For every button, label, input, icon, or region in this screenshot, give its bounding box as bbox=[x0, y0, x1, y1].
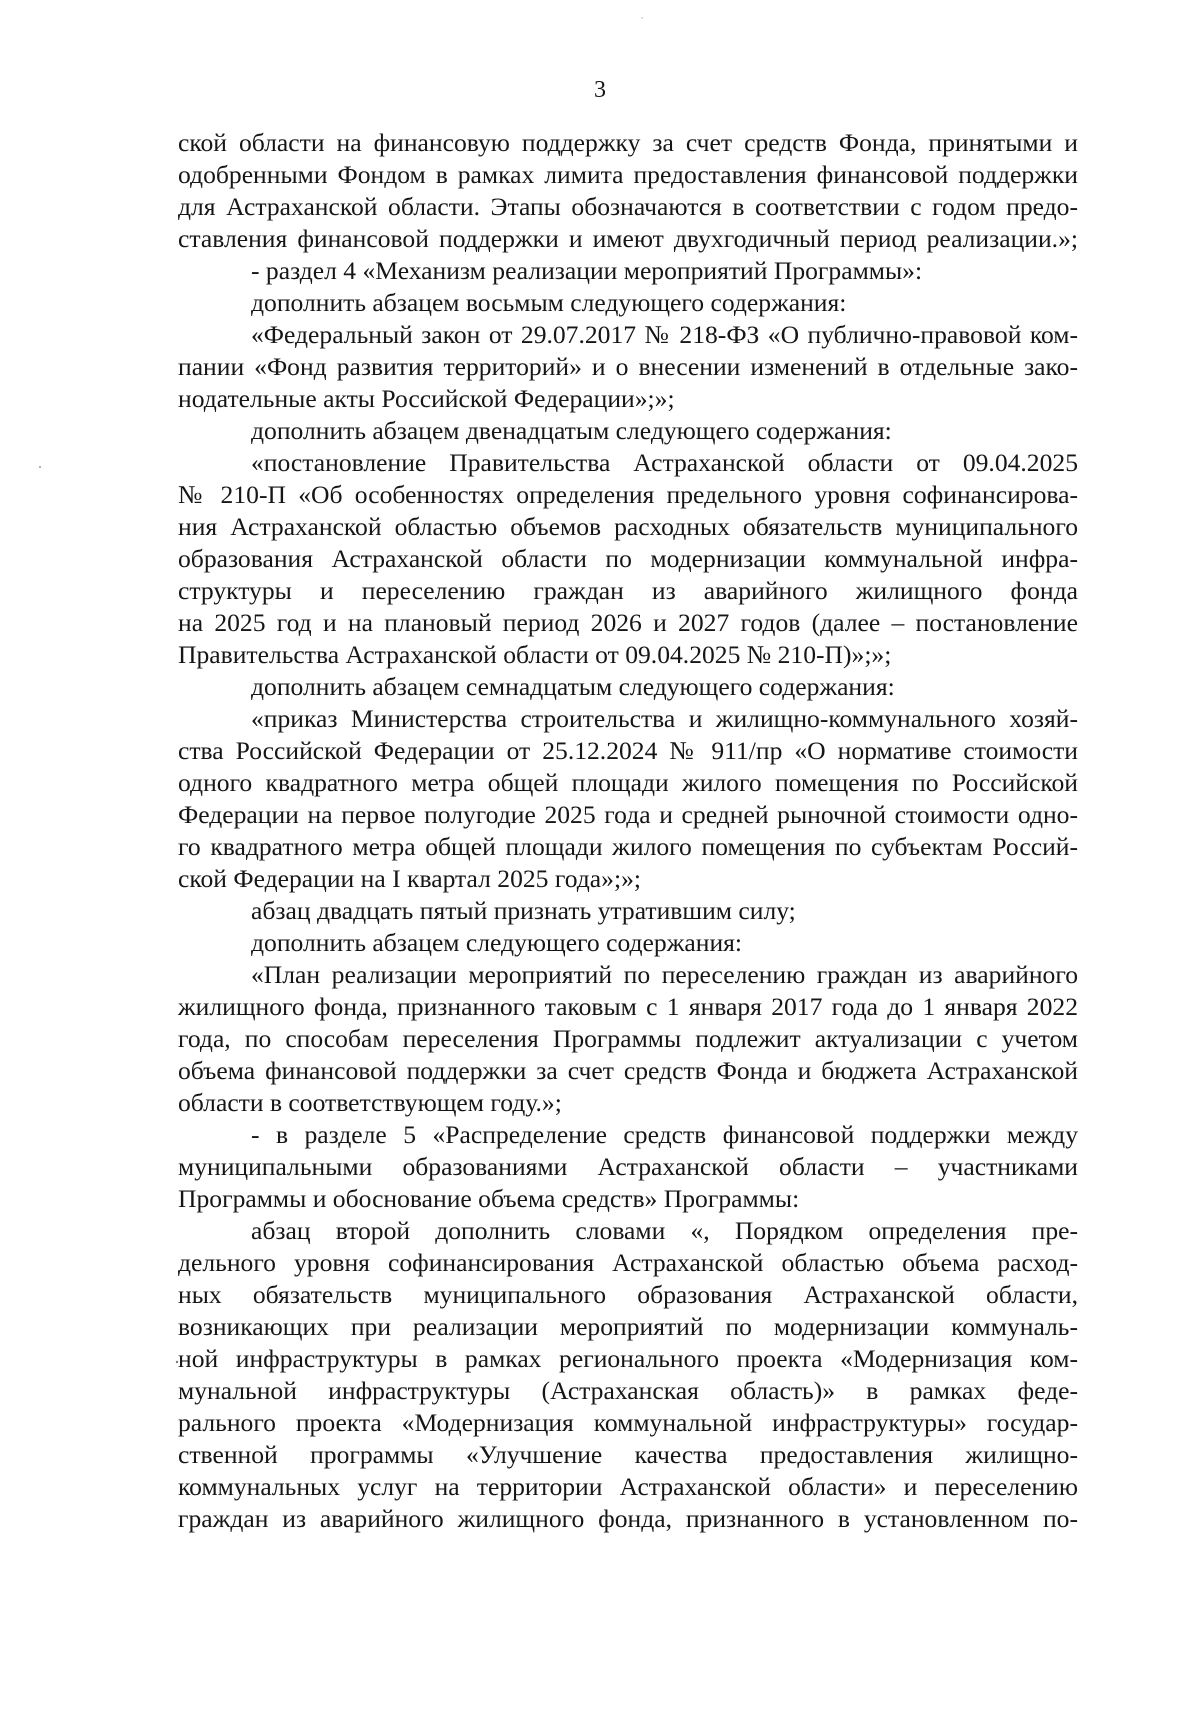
document-body bbox=[178, 127, 1078, 1535]
text-line: ской области на финансовую поддержку за счет средств Фонда, принятыми и bbox=[178, 128, 1078, 157]
text-line: образования Астраханской области по модернизации коммунальной инфра- bbox=[178, 544, 1078, 573]
text-line: ставления финансовой поддержки и имеют двухгодичный период реализации.»; bbox=[178, 224, 1078, 253]
text-line: муниципальными образованиями Астраханской области – участниками bbox=[178, 1152, 1078, 1181]
text-line: абзац двадцать пятый признать утратившим силу; bbox=[251, 896, 796, 925]
text-line: Федерации на первое полугодие 2025 года и средней рыночной стоимости одно- bbox=[178, 800, 1078, 829]
text-line: одобренными Фондом в рамках лимита предоставления финансовой поддержки bbox=[178, 160, 1078, 189]
text-line: «приказ Министерства строительства и жилищно-коммунального хозяй- bbox=[251, 704, 1078, 733]
text-line: дельного уровня софинансирования Астраханской областью объема расход- bbox=[178, 1248, 1078, 1277]
text-line: ния Астраханской областью объемов расходных обязательств муниципального bbox=[178, 512, 1078, 541]
text-line: ной инфраструктуры в рамках регионального проекта «Модернизация ком- bbox=[178, 1344, 1078, 1373]
text-line: го квадратного метра общей площади жилого помещения по субъектам Россий- bbox=[178, 832, 1078, 861]
text-line: года, по способам переселения Программы подлежит актуализации с учетом bbox=[178, 1024, 1078, 1053]
text-line: Правительства Астраханской области от 09.04.2025 № 210-П)»;»; bbox=[178, 640, 892, 669]
text-line: абзац второй дополнить словами «, Порядком определения пре- bbox=[251, 1216, 1078, 1245]
text-line: дополнить абзацем следующего содержания: bbox=[251, 928, 743, 957]
text-line: структуры и переселению граждан из аварийного жилищного фонда bbox=[178, 576, 1078, 605]
text-line: Программы и обоснование объема средств» Программы: bbox=[178, 1184, 800, 1213]
text-line: объема финансовой поддержки за счет средств Фонда и бюджета Астраханской bbox=[178, 1056, 1078, 1085]
text-line: «постановление Правительства Астраханской области от 09.04.2025 bbox=[251, 448, 1078, 477]
text-line: нодательные акты Российской Федерации»;»; bbox=[178, 384, 675, 413]
text-line: граждан из аварийного жилищного фонда, признанного в установленном по- bbox=[178, 1504, 1078, 1533]
text-line: одного квадратного метра общей площади жилого помещения по Российской bbox=[178, 768, 1078, 797]
text-line: пании «Фонд развития территорий» и о внесении изменений в отдельные зако- bbox=[178, 352, 1078, 381]
text-line: мунальной инфраструктуры (Астраханская область)» в рамках феде- bbox=[178, 1376, 1078, 1405]
text-line: жилищного фонда, признанного таковым с 1 января 2017 года до 1 января 2022 bbox=[178, 992, 1078, 1021]
text-line: № 210-П «Об особенностях определения предельного уровня софинансирова- bbox=[178, 480, 1078, 509]
text-line: возникающих при реализации мероприятий по модернизации коммуналь- bbox=[178, 1312, 1078, 1341]
text-line: ства Российской Федерации от 25.12.2024 № 911/пр «О нормативе стоимости bbox=[178, 736, 1078, 765]
text-line: «План реализации мероприятий по переселению граждан из аварийного bbox=[251, 960, 1078, 989]
text-line: коммунальных услуг на территории Астраханской области» и переселению bbox=[178, 1472, 1078, 1501]
text-line: дополнить абзацем восьмым следующего содержания: bbox=[251, 288, 847, 317]
text-line: области в соответствующем году.»; bbox=[178, 1088, 562, 1117]
text-line: на 2025 год и на плановый период 2026 и 2027 годов (далее – постановление bbox=[178, 608, 1078, 637]
text-line: рального проекта «Модернизация коммунальной инфраструктуры» государ- bbox=[178, 1408, 1078, 1437]
page-number: 3 bbox=[594, 77, 606, 103]
text-line: дополнить абзацем семнадцатым следующего содержания: bbox=[251, 672, 895, 701]
text-line: дополнить абзацем двенадцатым следующего содержания: bbox=[251, 416, 892, 445]
text-line: ской Федерации на I квартал 2025 года»;»; bbox=[178, 864, 641, 893]
text-line: - раздел 4 «Механизм реализации мероприятий Программы»: bbox=[251, 256, 923, 285]
text-line: - в разделе 5 «Распределение средств финансовой поддержки между bbox=[251, 1120, 1078, 1149]
text-line: ных обязательств муниципального образования Астраханской области, bbox=[178, 1280, 1078, 1309]
text-line: ственной программы «Улучшение качества предоставления жилищно- bbox=[178, 1440, 1078, 1469]
text-line: для Астраханской области. Этапы обозначаются в соответствии с годом предо- bbox=[178, 192, 1078, 221]
text-line: «Федеральный закон от 29.07.2017 № 218-ФЗ «О публично-правовой ком- bbox=[251, 320, 1078, 349]
